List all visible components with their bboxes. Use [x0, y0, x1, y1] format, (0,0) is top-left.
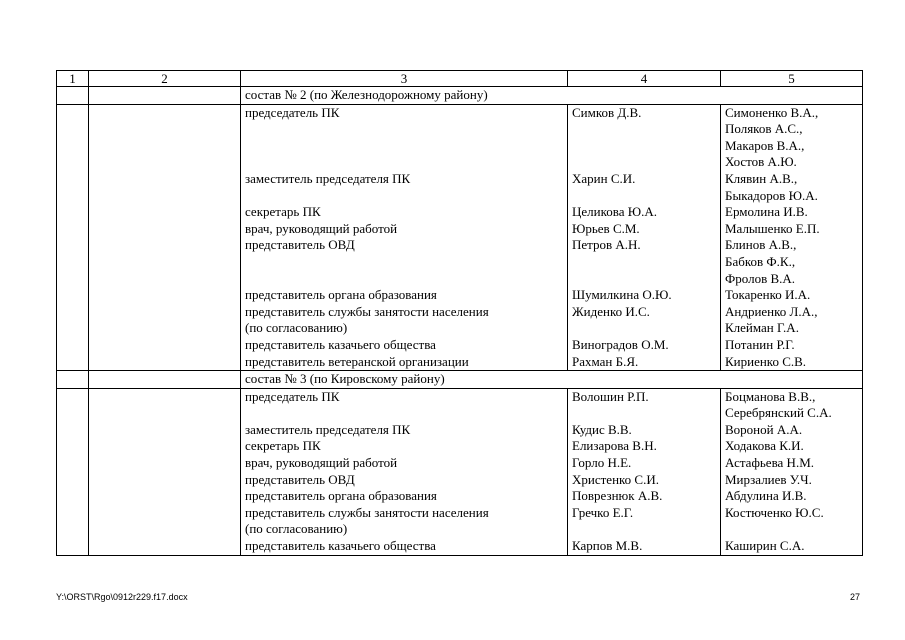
member-alternates-line: Мирзалиев У.Ч. — [725, 471, 812, 487]
member-alternates-line: Астафьева Н.М. — [725, 455, 815, 471]
member-alternates — [721, 538, 863, 555]
member-name: Жиденко И.С. — [568, 304, 721, 337]
member-role-line: врач, руководящий работой — [245, 220, 398, 236]
member-alternates-line: Бабков Ф.К., — [725, 253, 796, 269]
empty-cell — [57, 538, 89, 555]
member-row — [57, 438, 863, 455]
empty-cell — [89, 171, 241, 204]
member-name: Горло Н.Е. — [568, 455, 721, 472]
member-role-line: председатель ПК — [245, 388, 340, 404]
empty-cell — [89, 204, 241, 221]
member-role — [241, 237, 568, 287]
column-header-2: 2 — [89, 71, 241, 87]
member-alternates — [721, 455, 863, 472]
member-name: Поврезнюк А.В. — [568, 488, 721, 505]
empty-cell — [89, 488, 241, 505]
member-role — [241, 455, 568, 472]
empty-cell — [57, 337, 89, 354]
member-role — [241, 538, 568, 555]
member-alternates-line: Боцманова В.В., — [725, 388, 816, 404]
member-alternates-line: Токаренко И.А. — [725, 287, 811, 303]
member-alternates-line: Ермолина И.В. — [725, 204, 808, 220]
header-row — [57, 71, 863, 87]
empty-cell — [89, 422, 241, 439]
member-alternates-line: Поляков А.С., — [725, 121, 803, 137]
member-alternates — [721, 221, 863, 238]
member-role — [241, 171, 568, 204]
committee-table — [56, 70, 863, 556]
empty-cell — [89, 354, 241, 371]
member-row — [57, 337, 863, 354]
member-name: Волошин Р.П. — [568, 388, 721, 422]
member-role-line: представитель службы занятости населения — [245, 303, 489, 319]
member-alternates — [721, 422, 863, 439]
member-name: Петров А.Н. — [568, 237, 721, 287]
member-alternates-line: Клейман Г.А. — [725, 320, 799, 336]
member-role — [241, 304, 568, 337]
member-role-line: секретарь ПК — [245, 204, 321, 220]
empty-cell — [57, 472, 89, 489]
member-alternates-line: Ходакова К.И. — [725, 438, 804, 454]
member-name: Рахман Б.Я. — [568, 354, 721, 371]
member-row — [57, 287, 863, 304]
section-title: состав № 3 (по Кировскому району) — [241, 371, 863, 389]
empty-cell — [57, 104, 89, 171]
footer-page-number: 27 — [849, 592, 860, 602]
member-row — [57, 204, 863, 221]
empty-cell — [89, 87, 241, 105]
member-role-line: представитель казачьего общества — [245, 538, 436, 554]
member-row — [57, 422, 863, 439]
member-role-line: врач, руководящий работой — [245, 455, 398, 471]
empty-cell — [89, 455, 241, 472]
column-header-3: 3 — [241, 71, 568, 87]
member-row — [57, 171, 863, 204]
column-header-4: 4 — [568, 71, 721, 87]
member-role — [241, 104, 568, 171]
member-role-line: (по согласованию) — [245, 320, 348, 336]
member-alternates-line: Быкадоров Ю.А. — [725, 187, 818, 203]
member-alternates-line: Андриенко Л.А., — [725, 303, 818, 319]
empty-cell — [57, 287, 89, 304]
empty-cell — [89, 237, 241, 287]
member-role-line: председатель ПК — [245, 104, 340, 120]
member-row — [57, 388, 863, 422]
empty-cell — [57, 87, 89, 105]
member-alternates — [721, 472, 863, 489]
member-alternates — [721, 104, 863, 171]
member-row — [57, 221, 863, 238]
empty-cell — [57, 488, 89, 505]
empty-cell — [89, 104, 241, 171]
member-name: Кудис В.В. — [568, 422, 721, 439]
empty-cell — [89, 304, 241, 337]
member-alternates-line: Хостов А.Ю. — [725, 154, 797, 170]
empty-cell — [89, 472, 241, 489]
member-role-line: представитель службы занятости населения — [245, 504, 489, 520]
empty-cell — [89, 337, 241, 354]
empty-cell — [57, 237, 89, 287]
member-row — [57, 538, 863, 555]
member-role-line: представитель органа образования — [245, 287, 437, 303]
member-alternates — [721, 354, 863, 371]
empty-cell — [89, 221, 241, 238]
empty-cell — [57, 171, 89, 204]
column-header-1: 1 — [57, 71, 89, 87]
member-role — [241, 505, 568, 538]
empty-cell — [57, 371, 89, 389]
member-alternates-line: Малышенко Е.П. — [725, 220, 820, 236]
section-title-row — [57, 371, 863, 389]
member-name: Юрьев С.М. — [568, 221, 721, 238]
empty-cell — [89, 538, 241, 555]
member-role-line: (по согласованию) — [245, 521, 348, 537]
member-role-line: представитель ОВД — [245, 471, 355, 487]
member-alternates — [721, 488, 863, 505]
empty-cell — [89, 388, 241, 422]
member-row — [57, 304, 863, 337]
empty-cell — [89, 371, 241, 389]
empty-cell — [89, 438, 241, 455]
member-role — [241, 472, 568, 489]
member-role-line: представитель органа образования — [245, 488, 437, 504]
empty-cell — [57, 422, 89, 439]
member-alternates — [721, 304, 863, 337]
member-role — [241, 438, 568, 455]
member-alternates-line: Фролов В.А. — [725, 270, 796, 286]
empty-cell — [57, 388, 89, 422]
member-name: Целикова Ю.А. — [568, 204, 721, 221]
empty-cell — [57, 304, 89, 337]
section-title-row — [57, 87, 863, 105]
member-alternates — [721, 237, 863, 287]
member-alternates-line: Потанин Р.Г. — [725, 336, 795, 352]
member-alternates — [721, 505, 863, 538]
member-alternates — [721, 287, 863, 304]
member-role-line: представитель ветеранской организации — [245, 353, 469, 369]
empty-cell — [89, 505, 241, 538]
member-alternates-line: Серебрянский С.А. — [725, 405, 832, 421]
member-alternates-line: Кириенко С.В. — [725, 353, 807, 369]
table-body — [57, 71, 863, 556]
member-alternates-line: Каширин С.А. — [725, 538, 805, 554]
member-alternates-line: Симоненко В.А., — [725, 104, 819, 120]
empty-cell — [57, 204, 89, 221]
member-alternates-line: Вороной А.А. — [725, 421, 803, 437]
member-row — [57, 354, 863, 371]
member-alternates-line: Костюченко Ю.С. — [725, 504, 824, 520]
member-alternates-line: Макаров В.А., — [725, 137, 805, 153]
member-row — [57, 455, 863, 472]
member-role — [241, 488, 568, 505]
member-role-line: представитель казачьего общества — [245, 336, 436, 352]
member-alternates — [721, 388, 863, 422]
member-alternates — [721, 438, 863, 455]
member-role — [241, 354, 568, 371]
member-role-line: заместитель председателя ПК — [245, 421, 411, 437]
member-name: Карпов М.В. — [568, 538, 721, 555]
member-alternates-line: Абдулина И.В. — [725, 488, 807, 504]
member-name: Симков Д.В. — [568, 104, 721, 171]
member-alternates — [721, 171, 863, 204]
section-title: состав № 2 (по Железнодорожному району) — [241, 87, 863, 105]
empty-cell — [57, 438, 89, 455]
member-alternates — [721, 204, 863, 221]
member-name: Харин С.И. — [568, 171, 721, 204]
member-role-line: секретарь ПК — [245, 438, 321, 454]
member-alternates — [721, 337, 863, 354]
member-name: Елизарова В.Н. — [568, 438, 721, 455]
member-name: Гречко Е.Г. — [568, 505, 721, 538]
member-role — [241, 388, 568, 422]
member-role — [241, 287, 568, 304]
member-alternates-line: Клявин А.В., — [725, 170, 798, 186]
member-row — [57, 488, 863, 505]
member-name: Шумилкина О.Ю. — [568, 287, 721, 304]
empty-cell — [57, 354, 89, 371]
member-role — [241, 422, 568, 439]
member-role-line: представитель ОВД — [245, 237, 355, 253]
member-name: Виноградов О.М. — [568, 337, 721, 354]
column-header-5: 5 — [721, 71, 863, 87]
member-role — [241, 204, 568, 221]
empty-cell — [57, 455, 89, 472]
empty-cell — [57, 221, 89, 238]
empty-cell — [57, 505, 89, 538]
footer-file-path: Y:\ORST\Rgo\0912r229.f17.docx — [56, 592, 188, 602]
member-name: Христенко С.И. — [568, 472, 721, 489]
member-alternates-line: Блинов А.В., — [725, 237, 797, 253]
member-row — [57, 104, 863, 171]
member-row — [57, 472, 863, 489]
member-role — [241, 337, 568, 354]
member-role — [241, 221, 568, 238]
empty-cell — [89, 287, 241, 304]
member-row — [57, 237, 863, 287]
member-role-line: заместитель председателя ПК — [245, 170, 411, 186]
member-row — [57, 505, 863, 538]
